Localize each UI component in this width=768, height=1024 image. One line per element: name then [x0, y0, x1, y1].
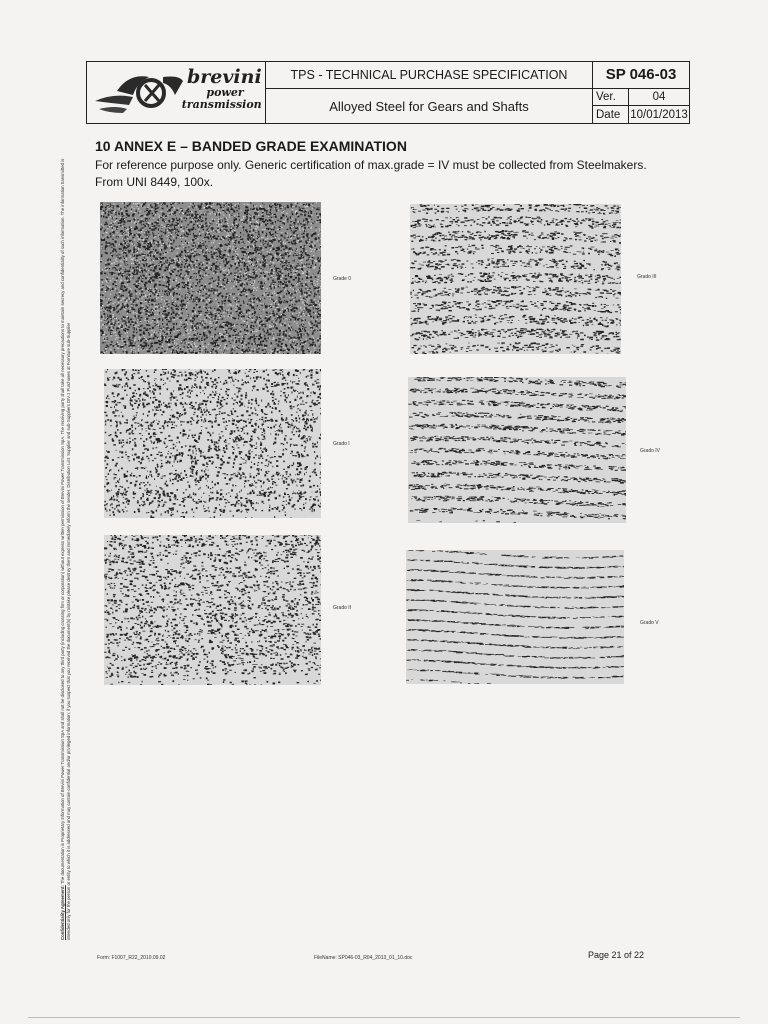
footer-filename: FileName: SP046-03_R04_2013_01_10.doc [314, 955, 413, 961]
version-value: 04 [652, 90, 666, 103]
spec-type-title: TPS - TECHNICAL PURCHASE SPECIFICATION [266, 62, 592, 89]
page-bottom-rule [28, 1017, 740, 1018]
section-title: 10 ANNEX E – BANDED GRADE EXAMINATION [95, 138, 407, 154]
date-row [593, 105, 689, 123]
brevini-logo-mark-icon [93, 71, 185, 115]
page-number: Page 21 of 22 [588, 950, 645, 960]
micrograph-grade-4 [408, 377, 626, 523]
micrograph-grade-0 [100, 202, 321, 354]
section-source: From UNI 8449, 100x. [95, 175, 214, 189]
micrograph-grade-5 [406, 550, 624, 684]
grade-label-5: Grado V [640, 620, 659, 626]
micrograph-grade-1 [104, 369, 321, 518]
grade-label-2: Grado II [333, 605, 352, 611]
grade-label-4: Grado IV [640, 448, 661, 454]
confidentiality-note [60, 150, 71, 940]
grade-label-1: Grado I [333, 441, 350, 447]
micrograph-grade-3 [410, 204, 621, 354]
date-label: Date [593, 106, 629, 123]
date-value: 10/01/2013 [630, 108, 688, 121]
logo-word-brevini: brevini [187, 66, 262, 88]
micrograph-texture-1 [104, 369, 321, 518]
micrograph-texture-2 [104, 535, 321, 685]
micrograph-grade-2 [104, 535, 321, 685]
section-note: For reference purpose only. Generic certification of max.grade = IV must be collected from Steelmakers. [95, 158, 647, 172]
brevini-logo-text [181, 66, 262, 111]
brevini-logo [87, 62, 266, 123]
version-label: Ver. [593, 89, 629, 106]
spec-subject-title: Alloyed Steel for Gears and Shafts [329, 98, 529, 114]
version-row [593, 89, 689, 106]
grade-label-0: Grade 0 [333, 276, 352, 282]
micrograph-texture-5 [406, 550, 624, 684]
logo-word-power: power [206, 86, 244, 99]
grade-label-3: Grado III [637, 274, 657, 280]
spec-header [86, 61, 690, 124]
micrograph-texture-0 [100, 202, 321, 354]
distribution-list: Distribution List: Supplier and sub-Suppliers DIV.1 Purchases at Forniture sub-Supplier [65, 322, 71, 488]
footer-form-code: Form: F1007_R22_2010.09.02 [97, 955, 166, 961]
logo-word-transmission: transmission [181, 98, 262, 111]
confidentiality-text: The documentation is Proprietary Information of Brevini Power Transmission SpA and shall not be disclosed to any third party (including crossing firm or corporation) without express written permission of Brevini Power Transmission SpA. The receiving party shall take all necessary precautions to maintain secrecy and confidentiality of such information. The information transmitted is intended only for the person or entity to which it is addressed and may contain confidential and/or privileged information; if you suspect that you received the document(s) by mistake please destroy them and immediately inform the sender. [60, 158, 71, 940]
micrograph-texture-4 [408, 377, 626, 523]
confidentiality-heading: Confidentiality Agreement: [60, 885, 65, 940]
micrograph-texture-3 [410, 204, 621, 354]
spec-code: SP 046-03 [593, 62, 689, 89]
